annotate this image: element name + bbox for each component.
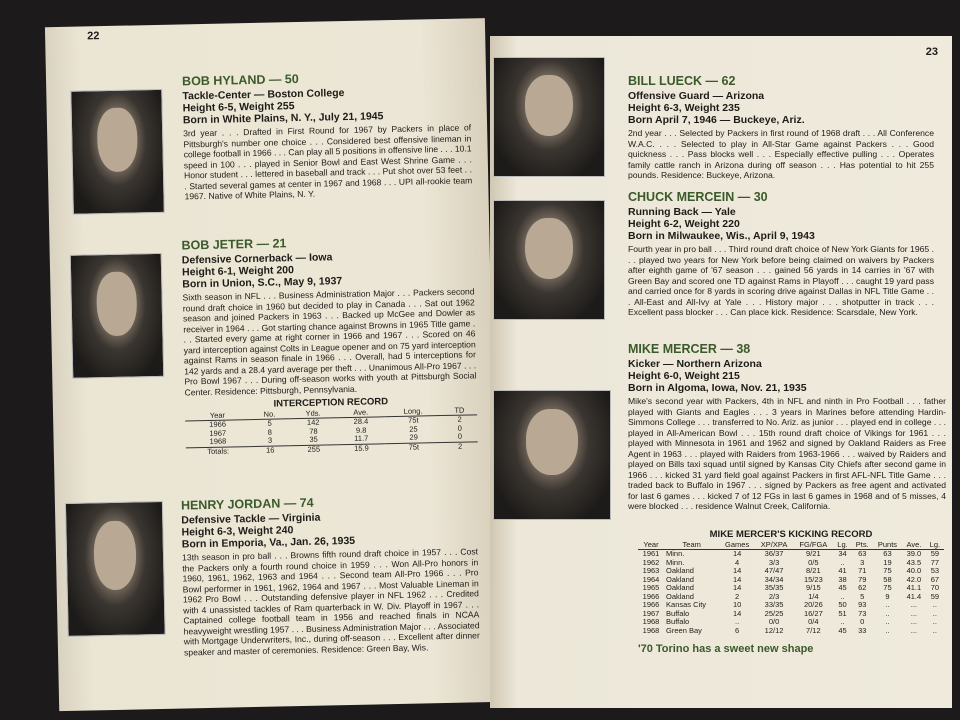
column-header: Ave. — [337, 407, 385, 417]
table-cell: 11.7 — [354, 433, 369, 443]
table-cell: 50 — [838, 600, 847, 609]
table-cell: Oakland — [666, 574, 694, 584]
table-cell: 14 — [732, 566, 742, 575]
table-cell: Green Bay — [666, 625, 702, 635]
player-born: Born in Milwaukee, Wis., April 9, 1943 — [628, 230, 815, 242]
column-header: Lg. — [833, 540, 851, 550]
column-header: Long. — [384, 406, 442, 417]
table-cell: 29 — [409, 432, 418, 442]
table-cell: 2 — [457, 441, 463, 451]
table-cell: .. — [885, 617, 890, 626]
player-name: HENRY JORDAN — 74 — [180, 495, 314, 513]
table-cell: .. — [885, 608, 890, 618]
table-cell: 255 — [307, 444, 321, 454]
table-cell: 15.9 — [354, 443, 369, 453]
column-header: Year — [185, 410, 250, 421]
table-cell: 7/12 — [806, 625, 821, 635]
table-cell: 36/37 — [764, 549, 784, 558]
table-cell: 75t — [408, 442, 420, 452]
table-cell: 35 — [309, 434, 318, 444]
left-page — [45, 18, 499, 711]
player-born: Born in Algoma, Iowa, Nov. 21, 1935 — [628, 382, 807, 394]
column-header: Punts — [873, 540, 902, 550]
player-size: Height 6-3, Weight 240 — [181, 524, 294, 539]
table-cell: 75 — [883, 583, 892, 592]
table-cell: 1961 — [642, 549, 660, 558]
table-cell: Minn. — [666, 557, 685, 567]
table-cell: 47/47 — [764, 566, 784, 575]
table-cell: Totals: — [207, 446, 230, 456]
table-cell: 25/25 — [764, 608, 784, 618]
table-cell: 4 — [735, 557, 740, 567]
table-cell: 34 — [838, 549, 847, 558]
player-bio-text: 13th season in pro ball . . . Browns fifth round draft choice in 1957 . . . Cost the Packers only a fourth round choice in 1959 . . . Won All-Pro honors in 1960, 1961, 1962, 1963 and 1964 . . . Second team All-Pro 1966 . . . Pro Bowl performer in 1961, 1962, 1964 and 1967 . . . Most Valuable Lineman in 1962 Pro Bowl . . . Outstanding defensive player in NFL 1962 . . . Credited with 4 unassisted tackles of Ram quarterback in W. Div. Playoff in 1967 . . . Captained college football team in 1956 and reached finals in NCAA heavyweight wrestling 1957 . . . Business Administration Major . . . Associated with Mortgage Underwriters, Inc., during off-season . . . Excellent after dinner speaker and master of ceremonies. Residence: Green Bay, Wis. — [181, 546, 480, 658]
table-cell: .. — [840, 557, 845, 567]
table-cell: 3/3 — [768, 557, 780, 567]
table-cell: 53 — [930, 566, 940, 575]
player-bio — [182, 68, 473, 202]
table-cell: ... — [910, 600, 918, 609]
player-position: Tackle-Center — Boston College — [182, 87, 345, 103]
player-photo — [493, 57, 605, 177]
table-cell: 34/34 — [764, 574, 784, 584]
table-cell: 41 — [838, 566, 847, 575]
table-cell: 1966 — [642, 600, 660, 609]
table-cell: 51 — [838, 608, 847, 618]
column-header: TD — [442, 405, 477, 415]
player-born: Born in White Plains, N. Y., July 21, 1945 — [182, 110, 384, 127]
table-cell: ... — [910, 625, 918, 635]
player-born: Born in Emporia, Va., Jan. 26, 1935 — [181, 534, 356, 551]
table-cell: 43.5 — [906, 557, 922, 567]
table-cell: .. — [885, 625, 890, 635]
table-cell: .. — [932, 625, 937, 635]
player-size: Height 6-0, Weight 215 — [628, 370, 740, 382]
player-born: Born in Union, S.C., May 9, 1937 — [182, 275, 343, 291]
table-cell: 20/26 — [803, 600, 823, 609]
table-cell: 0 — [457, 431, 463, 441]
column-header: Year — [638, 540, 664, 550]
table-cell: Oakland — [666, 583, 694, 592]
player-photo — [65, 501, 166, 637]
kicking-table — [638, 540, 944, 635]
player-photo — [493, 200, 605, 320]
player-position: Running Back — Yale — [628, 206, 736, 218]
player-bio-text: Fourth year in pro ball . . . Third round draft choice of New York Giants for 1965 . . . played two years for New York before being claimed on waivers by Packers after eighth game of '67 season . . . gained 56 yards in 14 carries in '67 with Green Bay and scored one TD against Rams in Playoff . . . caught 19 yard pass and carried once for 8 yards in scoring drive against Dallas in NFL Title Game . . . All-East and All-Ivy at Yale . . . History major . . . shotputter in track . . . Excellent pass blocker . . . Can place kick. Residence: Scarsdale, New York. — [628, 244, 934, 317]
table-cell: 14 — [732, 549, 742, 558]
table-title: INTERCEPTION RECORD — [273, 396, 389, 410]
table-cell: 14 — [732, 574, 742, 584]
table-cell: 42.0 — [906, 574, 922, 584]
table-cell: 77 — [930, 557, 940, 567]
table-cell: 19 — [883, 557, 892, 567]
table-cell: 16 — [265, 445, 275, 455]
table-cell: 0 — [860, 617, 865, 626]
table-cell: Oakland — [666, 591, 694, 601]
column-header: Yds. — [289, 408, 337, 418]
page-number: 23 — [925, 46, 938, 58]
player-bio-text: Sixth season in NFL . . . Business Administration Major . . . Packers second round draft choice in 1960 but decided to play in Canada . . . Sat out 1962 season and joined Packers in 1963 . . . Backed up McGee and Dowler as receiver in 1964 . . . Got starting chance against Browns in 1965 Title game . . . Started every game at right corner in 1966 and 1967 . . . Scored on 46 yard interception against Colts in League opener and on 75 yard interception against Rams in season finale in 1966 . . . Overall, had 5 interceptions for 142 yards and a 28.4 yard average per theft . . . Unanimous All-Pro 1967 . . . Pro Bowl 1967 . . . During off-season works with youth at Pittsburgh Social Center. Residence: Pittsburgh, Pennsylvania. — [182, 286, 477, 397]
table-cell: Kansas City — [666, 600, 707, 609]
table-cell: 63 — [858, 549, 867, 558]
table-cell: 0 — [457, 423, 462, 433]
table-cell: Minn. — [666, 549, 685, 558]
table-cell: ... — [910, 617, 918, 626]
player-bio — [628, 190, 934, 318]
table-cell: 1967 — [209, 428, 227, 438]
table-cell: 1968 — [642, 617, 660, 626]
table-cell: Buffalo — [666, 617, 690, 626]
table-cell: 75t — [408, 415, 419, 425]
player-name: BILL LUECK — 62 — [628, 74, 736, 88]
player-born: Born April 7, 1946 — Buckeye, Ariz. — [628, 114, 805, 126]
table-cell: 0/5 — [808, 557, 819, 567]
table-cell: 5 — [860, 591, 865, 601]
column-header: XP/XPA — [755, 540, 793, 550]
table-cell: 2 — [735, 591, 740, 601]
column-header: Games — [719, 540, 754, 550]
table-cell: 59 — [930, 549, 940, 558]
table-cell: 45 — [838, 625, 847, 635]
table-cell: 33/35 — [764, 600, 784, 609]
right-page — [490, 36, 952, 708]
interception-table — [185, 405, 478, 456]
table-row — [638, 627, 944, 636]
table-cell: 67 — [930, 574, 940, 584]
table-cell: 1964 — [642, 574, 660, 584]
table-cell: 73 — [858, 608, 867, 618]
table-cell: 41.4 — [906, 591, 922, 601]
table-cell: 6 — [735, 625, 740, 635]
table-cell: .. — [840, 591, 845, 601]
table-cell: 14 — [732, 608, 742, 618]
table-cell: 75 — [883, 566, 892, 575]
table-cell: 58 — [883, 574, 892, 584]
table-cell: 14 — [732, 583, 742, 592]
table-cell: 8/21 — [806, 566, 821, 575]
page-number: 22 — [87, 30, 100, 43]
table-cell: 9/15 — [806, 583, 821, 592]
table-cell: 15/23 — [803, 574, 823, 584]
player-size: Height 6-1, Weight 200 — [181, 264, 295, 279]
player-name: CHUCK MERCEIN — 30 — [628, 190, 768, 204]
table-cell: 1965 — [642, 583, 660, 592]
player-name: MIKE MERCER — 38 — [628, 342, 751, 356]
table-cell: .. — [932, 608, 937, 618]
player-position: Kicker — Northern Arizona — [628, 358, 762, 370]
table-cell: 9.8 — [355, 425, 367, 435]
player-name: BOB JETER — 21 — [181, 236, 287, 253]
ad-text: '70 Torino has a sweet new shape — [638, 643, 814, 655]
table-cell: 1/4 — [808, 591, 819, 601]
table-cell: 5 — [267, 418, 272, 428]
table-cell: .. — [735, 617, 740, 626]
table-cell: .. — [885, 600, 890, 609]
table-cell: 9 — [885, 591, 890, 601]
player-bio-text: 3rd year . . . Drafted in First Round for 1967 by Packers in place of Pittsburgh's number one choice . . . Considered best offensive lineman in college football in 1966 . . . Can play all 5 positions in offensive line . . . 10.1 speed in 100 . . . played in Senior Bowl and East West Shrine Game . . . Honor student . . . lettered in baseball and track . . . Put shot over 53 feet . . . Started several games at center in 1967 and 1968 . . . UPI all-rookie team 1967. Native of White Plains, N. Y. — [183, 122, 473, 202]
table-cell: .. — [840, 617, 845, 626]
table-cell: 62 — [858, 583, 867, 592]
table-cell: .. — [932, 617, 937, 626]
kicking-record — [638, 526, 944, 655]
table-cell: 41.1 — [906, 583, 922, 592]
table-cell: ... — [910, 608, 918, 618]
table-cell: 78 — [309, 426, 318, 436]
player-bio — [628, 342, 946, 512]
player-name: BOB HYLAND — 50 — [181, 71, 299, 89]
table-cell: .. — [932, 600, 937, 609]
table-cell: 3 — [860, 557, 865, 567]
player-bio — [181, 232, 478, 456]
player-photo — [70, 89, 165, 215]
table-cell: 8 — [267, 427, 272, 437]
table-cell: 70 — [930, 583, 940, 592]
player-bio — [181, 492, 480, 657]
table-cell: 3 — [267, 435, 273, 445]
column-header: No. — [250, 409, 290, 419]
table-title: MIKE MERCER'S KICKING RECORD — [709, 529, 873, 540]
table-cell: 0/4 — [808, 617, 819, 626]
table-cell: 25 — [409, 424, 418, 434]
player-size: Height 6-3, Weight 235 — [628, 102, 740, 114]
table-cell: 1966 — [209, 419, 227, 429]
table-cell: 10 — [732, 600, 742, 609]
player-size: Height 6-2, Weight 220 — [628, 218, 740, 230]
table-cell: 39.0 — [906, 549, 922, 558]
table-cell: 1963 — [642, 566, 660, 575]
table-cell: 1962 — [642, 557, 660, 567]
table-cell: 38 — [838, 574, 847, 584]
table-cell: 1966 — [642, 591, 660, 601]
table-cell: 2/3 — [768, 591, 780, 601]
column-header: Ave. — [902, 540, 926, 550]
column-header: FG/FGA — [793, 540, 833, 550]
table-cell: Buffalo — [666, 608, 690, 618]
table-cell: 12/12 — [764, 625, 784, 635]
player-size: Height 6-5, Weight 255 — [182, 100, 295, 115]
table-cell: 33 — [858, 625, 867, 635]
table-cell: 2 — [457, 414, 462, 424]
player-bio-text: Mike's second year with Packers, 4th in NFL and ninth in Pro Football . . . father played with Giants and Eagles . . . 3 years in Marines before attending Hardin-Simmons College . . . transferred to No. Ariz. as junior . . . played end in college . . . played in All-American Bowl . . . 15th round draft choice of Vikings for 1961 . . . played with Minnesota in 1961 and 1962 and signed by Oakland Raiders as Free Agent in 1963 . . . played with Raiders from 1963-1966 . . . waived by Raiders and played on Bills taxi squad until signed by Kansas City Chiefs after second game in 1966 . . . kicked 31 yard field goal against Packers in first AFL-NFL Title Game . . . traded back to Buffalo in 1967 . . . signed by Packers as free agent and activated for last 6 games . . . kicked 7 of 12 FGs in last 6 games in 1968 and of 5 misses, 4 were blocked . . . residence Walnut Creek, California. — [628, 396, 946, 511]
player-bio-text: 2nd year . . . Selected by Packers in first round of 1968 draft . . . All Conference W.A.C. . . . Selected to play in All-Star Game against Packers . . . Good quickness . . . Pass blocks well . . . Especially effective pulling . . . Operates family cattle ranch in Arizona during off season . . . Has potential to hit 255 pounds. Residence: Buckeye, Arizona. — [628, 128, 934, 180]
player-bio — [628, 74, 934, 181]
table-cell: 71 — [858, 566, 867, 575]
player-photo — [493, 390, 611, 520]
table-cell: 59 — [930, 591, 940, 601]
table-cell: 28.4 — [353, 416, 369, 426]
player-position: Offensive Guard — Arizona — [628, 90, 765, 102]
player-photo — [70, 253, 165, 379]
table-cell: Oakland — [666, 566, 694, 575]
table-cell: 40.0 — [906, 566, 922, 575]
table-cell: 16/27 — [803, 608, 823, 618]
table-cell: 9/21 — [806, 549, 821, 558]
table-cell: 63 — [883, 549, 892, 558]
table-cell: 0/0 — [768, 617, 780, 626]
player-position: Defensive Cornerback — Iowa — [181, 251, 333, 267]
column-header: Lg. — [926, 540, 944, 550]
table-cell: 1968 — [209, 436, 227, 446]
table-cell: 142 — [306, 417, 320, 427]
table-cell: 93 — [858, 600, 867, 609]
table-cell: 1968 — [642, 625, 660, 635]
column-header: Team — [664, 540, 719, 550]
table-cell: 79 — [858, 574, 867, 584]
table-cell: 45 — [838, 583, 847, 592]
table-cell: 35/35 — [764, 583, 784, 592]
table-cell: 1967 — [642, 608, 660, 618]
column-header: Pts. — [852, 540, 873, 550]
player-position: Defensive Tackle — Virginia — [181, 511, 321, 527]
